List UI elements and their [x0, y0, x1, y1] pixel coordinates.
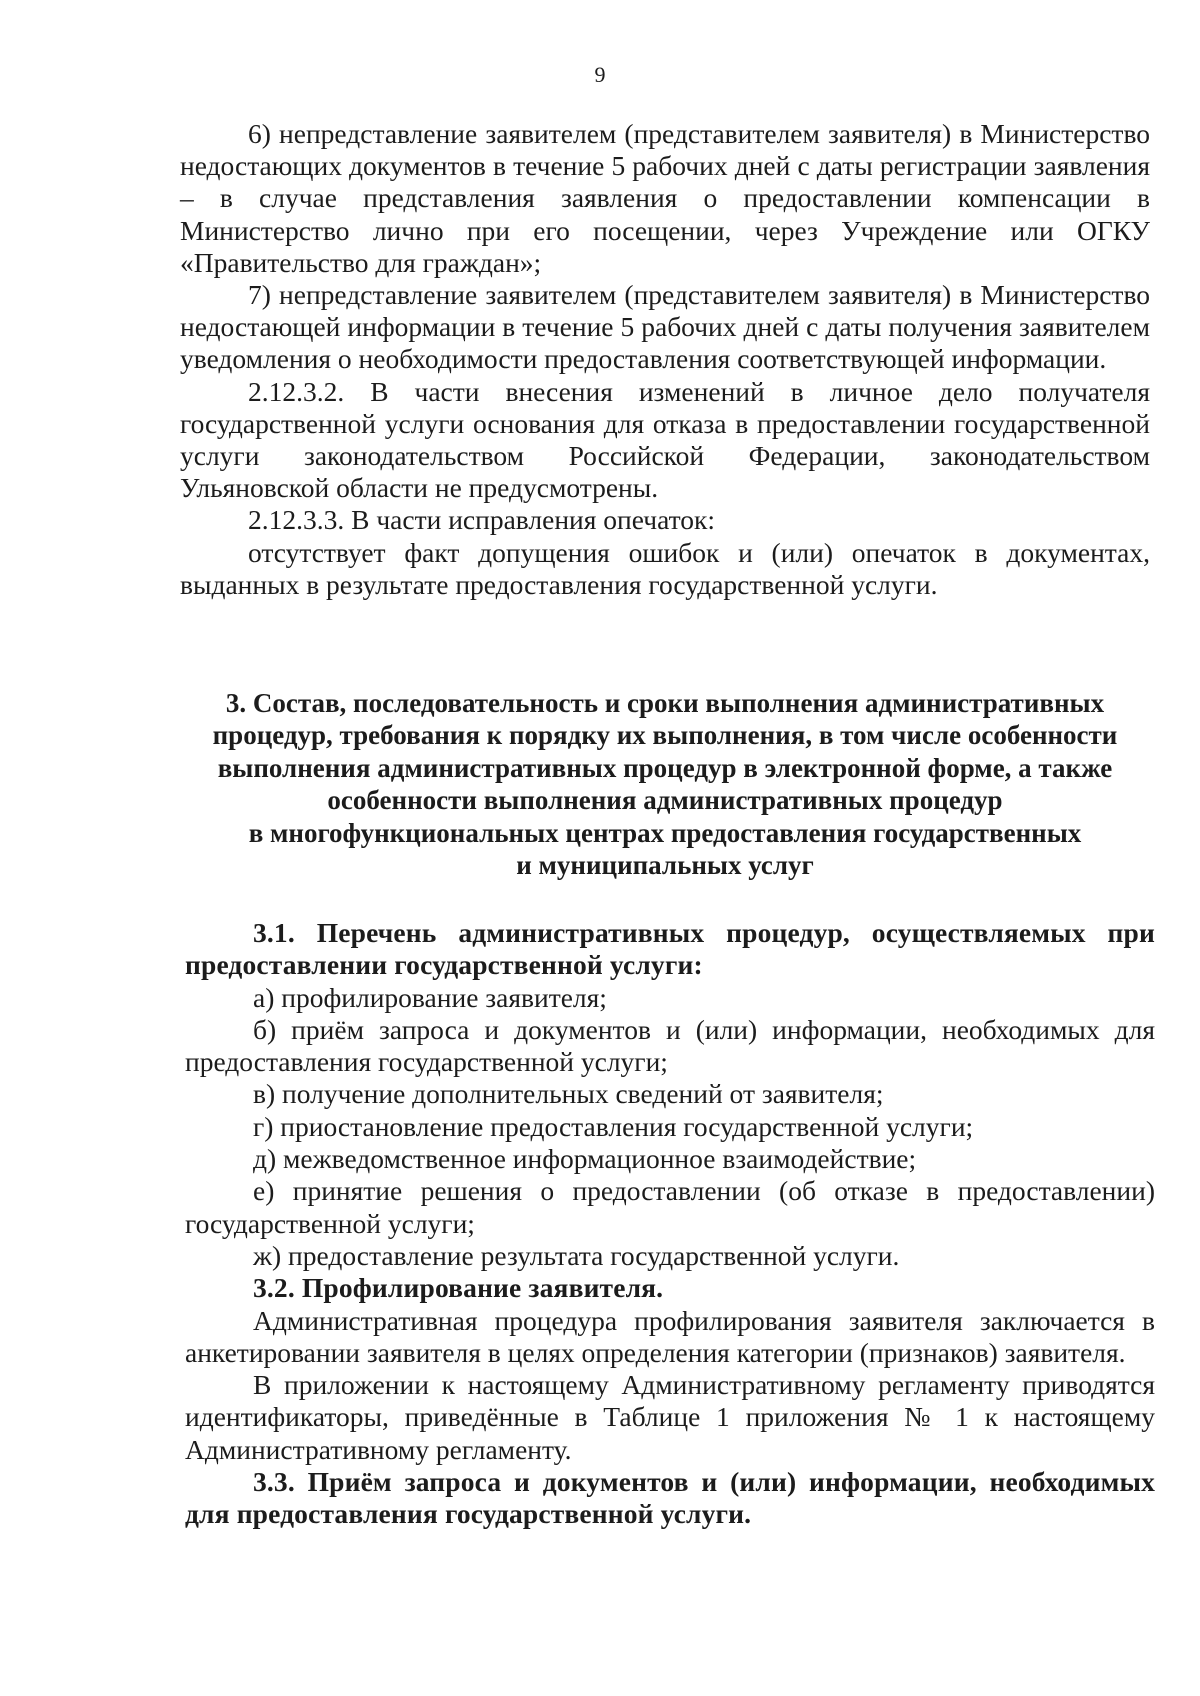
- section-3-2-heading: 3.2. Профилирование заявителя.: [253, 1272, 664, 1304]
- section-3-heading-line: в многофункциональных центрах предоставления государственных: [248, 817, 1082, 848]
- section-3-heading-line: и муниципальных услуг: [516, 850, 814, 881]
- list-item: ж) предоставление результата государственной услуги.: [253, 1239, 900, 1271]
- section-3-heading-line: 3. Состав, последовательность и сроки выполнения административных: [225, 688, 1105, 718]
- paragraph-2-12-3-2: 2.12.3.2. В части внесения изменений в личное дело получателя государственной услуги основания для отказа в предоставлении государственной услуги законодательством Российской Федерации, законодательством Ульяновской области не предусмотрены.: [180, 375, 1150, 504]
- section-3-heading: [180, 687, 1150, 881]
- list-item: е) принятие решения о предоставлении (об отказе в предоставлении) государственной услуги;: [185, 1175, 1155, 1239]
- section-3-3-heading: 3.3. Приём запроса и документов и (или) информации, необходимых для предоставления государственной услуги.: [185, 1466, 1155, 1530]
- paragraph-item-7: 7) непредставление заявителем (представителем заявителя) в Министерство недостающей информации в течение 5 рабочих дней с даты получения заявителем уведомления о необходимости предоставления соответствующей информации.: [180, 279, 1150, 375]
- section-3-1-heading: 3.1. Перечень административных процедур, осуществляемых при предоставлении государственной услуги:: [185, 917, 1155, 981]
- section-3-heading-line: процедур, требования к порядку их выполнения, в том числе особенности: [212, 720, 1118, 751]
- list-item: а) профилирование заявителя;: [253, 981, 607, 1013]
- paragraph-typos: отсутствует факт допущения ошибок и (или) опечаток в документах, выданных в результате предоставления государственной услуги.: [180, 536, 1150, 600]
- list-item: б) приём запроса и документов и (или) информации, необходимых для предоставления государственной услуги;: [185, 1013, 1155, 1078]
- section-3-heading-line: выполнения административных процедур в электронной форме, а также: [217, 752, 1113, 783]
- list-item: в) получение дополнительных сведений от заявителя;: [253, 1078, 884, 1110]
- paragraph: В приложении к настоящему Административному регламенту приводятся идентификаторы, приведённые в Таблице 1 приложения № 1 к настоящему Административному регламенту.: [185, 1369, 1155, 1465]
- paragraph-item-6: 6) непредставление заявителем (представителем заявителя) в Министерство недостающих документов в течение 5 рабочих дней с даты регистрации заявления – в случае представления заявления о предоставлении компенсации в Министерство лично при его посещении, через Учреждение или ОГКУ «Правительство для граждан»;: [180, 118, 1150, 278]
- section-3-heading-line: особенности выполнения административных процедур: [327, 785, 1003, 816]
- list-item: г) приостановление предоставления государственной услуги;: [253, 1110, 974, 1142]
- paragraph: Административная процедура профилирования заявителя заключается в анкетировании заявителя в целях определения категории (признаков) заявителя.: [185, 1304, 1155, 1368]
- section-3-body: [185, 917, 1155, 1531]
- list-item: д) межведомственное информационное взаимодействие;: [253, 1143, 917, 1175]
- body-text-top: [180, 118, 1150, 601]
- paragraph-2-12-3-3: 2.12.3.3. В части исправления опечаток:: [248, 504, 716, 536]
- page-number: 9: [594, 62, 606, 87]
